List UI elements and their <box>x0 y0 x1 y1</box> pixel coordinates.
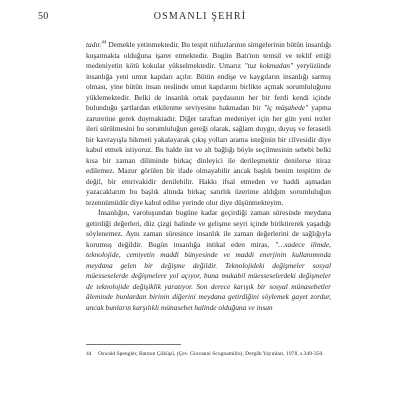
page-number: 50 <box>38 11 49 22</box>
text-run: yapma zaruretine gerek duymaktadır. Diğer taraftan medeniyet için her gün yeni tezler ileri sürülmesini bu sorumluluğun gereği olarak, sağlam duygu, duyuş ve ferasetli bir kavrayışla hikmeti yakalayarak çıkış yolları arama isteğinin bir cilvesidir diye kabul etmek istiyoruz. Bu halde üst ve alt bağlığı böyle seçilmesinin sebebi belki kısa bir zaman diliminde birkaç dinleyici ile derileşmektir denilerse itiraz edilemez. Mazur görülen bir ifade olmayabilir ancak başlık benim tespitim de değil, bir emrivakidir denilebilir. Hakkı ifsal etmeden ve haddi aşmadan yazacaklarım bu başlık altında birkaç satırlık üzerime aldığım sorumluluğun tezennümüdür diye kabul edilse yerinde olur diye düşünmekteyim. <box>86 103 331 207</box>
body-text <box>86 40 331 313</box>
emphasized-text: tadır. <box>86 40 102 49</box>
page-header <box>38 11 362 25</box>
text-run: yeryüzünde insanlığa yeni umut kapıları açılır. Bütün endişe ve kaygıların insanlığı sarmış olması, yine bütün insan neslinde umut kapılarını birlikte açmak sorumluluğunu yüklemektedir. Belki de insanlık ortak paydasının her bir ferdi kendi içinde bulunduğu şartlardan etkilenme seviyesine bakmadan bir <box>86 61 331 112</box>
footnote-divider <box>86 344 181 345</box>
footnote-text: Oswald Spengler, Batının Çöküşü, (Çev. Giovanni Scognamillo), Dergâh Yayınları, 1978, s.349-350. <box>98 351 324 357</box>
footnote-number: 44 <box>86 351 92 357</box>
paragraph <box>86 208 331 313</box>
footnote <box>86 350 331 358</box>
paragraph <box>86 40 331 208</box>
emphasized-text: "iç müşahede" <box>263 103 309 112</box>
footnote-reference: 44 <box>101 40 107 46</box>
emphasized-text: "tuz kokmadan" <box>244 61 294 70</box>
running-title: OSMANLI ŞEHRİ <box>153 11 247 22</box>
text-run: Demekle yetinmektedir. Bu tespit nüfuzlarının simgelerinin bütün insanlığı kuşatmakta olduğuna işaret etmektedir. Bugün Batı'nın temsil ve teklif ettiği medeniyetin kötü kokular yükselmektedir. Umarız <box>86 40 331 70</box>
emphasized-text: "…sadece ilimde, teknolojide, cemiyetin maddi bünyesinde ve maddi enerjinin kullanımında meydana gelen bir değişme değildir. Teknolojideki değişmeler sosyal müesseselerde değişmelere yol açıyor, buna mukabil müesseselerdeki değişmeler de teknolojide değişiklik yaratıyor. Son derece karışık bir sosyal münasebetler âleminde bunlardan birinin diğerini meydana getirdiğini söylemek gayet zordur, ancak bunların karşılıklı münasebet halinde olduğuna ve insan <box>86 239 331 312</box>
text-run: İnsanlığın, varoluşundan bugüne kadar geçirdiği zaman süresinde meydana getirdiği değerleri, düz çizgi halinde ve gelişme seyri içinde biriktirerek yaşadığı söylenemez. Aynı zaman süresince insanlık ile zaman değerlerini de sağlığıyla korumuş değildir. Bugün insanlığa intikal eden miras, <box>86 208 331 249</box>
